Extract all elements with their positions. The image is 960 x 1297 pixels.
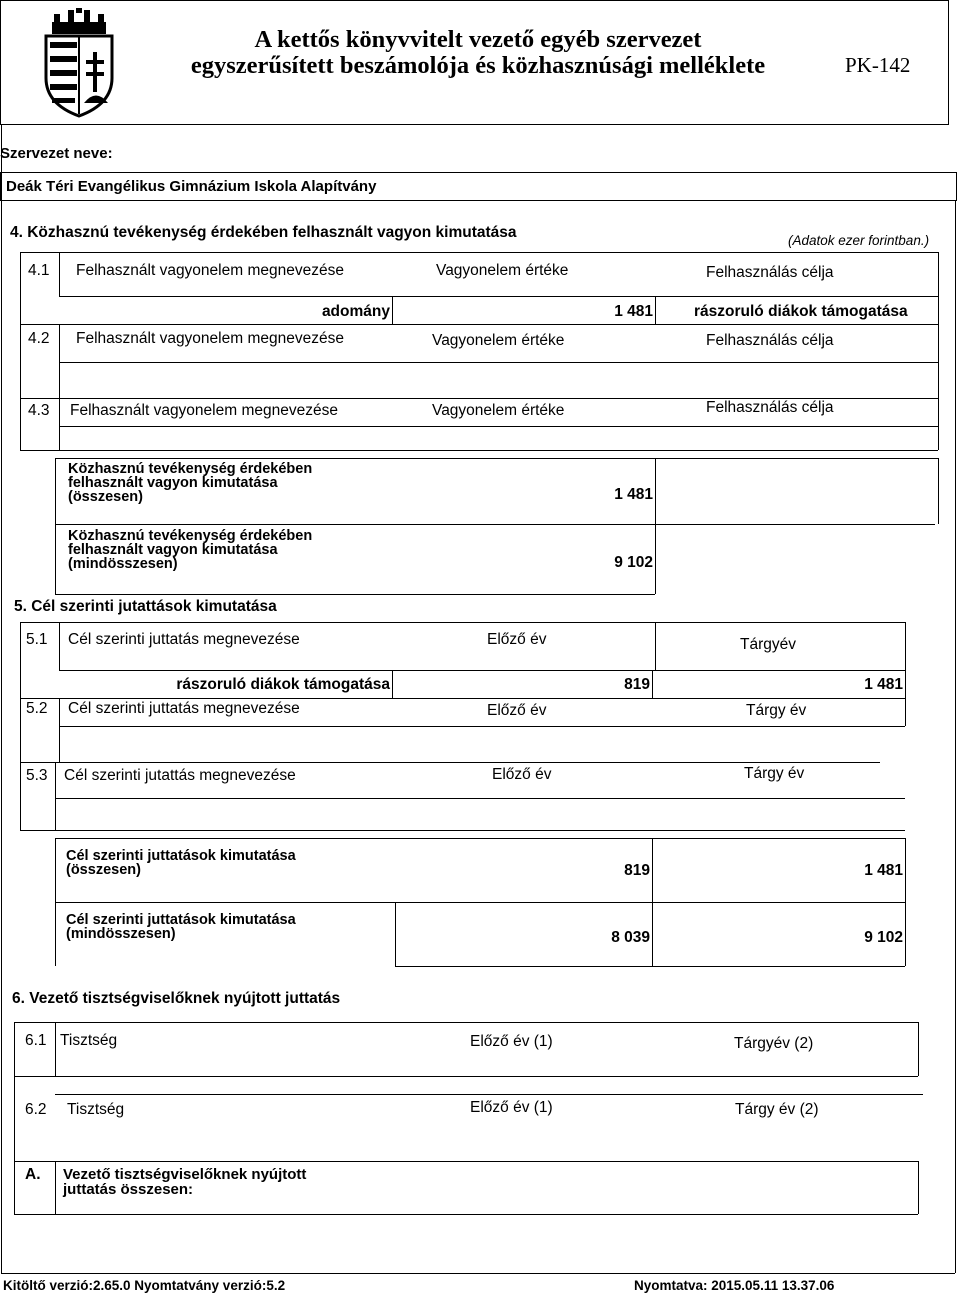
asset-sum-value: 1 481 [614,486,653,503]
benefit-total-divider-a [395,902,396,966]
col-header-curr-year-5-2: Tárgy év [746,702,807,719]
page-frame-left [1,125,2,1273]
page-frame-bottom [1,1273,955,1274]
section-5-title: 5. Cél szerinti jutattások kimutatása [14,598,277,615]
col-header-asset-name-4-1: Felhasznált vagyonelem megnevezése [76,262,344,279]
line-5-sum-top [55,838,905,839]
col-divider-4-3 [59,398,60,450]
benefit-curr-5-1[interactable]: 1 481 [864,676,903,693]
asset-sum-divider [655,458,656,524]
col-header-position-6-1: Tisztség [60,1032,118,1049]
row-num-5-3: 5.3 [26,767,48,784]
col-divider-4-1 [59,252,60,296]
col-header-asset-name-4-2: Felhasznált vagyonelem megnevezése [76,330,344,347]
asset-total-divider [655,524,656,594]
line-6-2-top [55,1094,923,1095]
section-4-title: 4. Közhasznú tevékenység érdekében felhasznált vagyon kimutatása [10,224,517,241]
line-4-2-header [59,362,938,363]
coat-of-arms-icon [24,8,134,120]
row-num-4-1: 4.1 [28,262,50,279]
col-divider-5-1 [59,622,60,670]
col-divider-5-3 [55,762,56,830]
currency-note: (Adatok ezer forintban.) [788,233,930,248]
col-header-prev-year-5-2: Előző év [487,702,547,719]
benefit-sum-curr: 1 481 [864,862,903,879]
benefit-total-curr: 9 102 [864,929,903,946]
benefit-name-5-1[interactable]: rászoruló diákok támogatása [176,676,390,693]
col-header-curr-year-5-1: Tárgyév [740,636,796,653]
col-divider-A [55,1161,56,1214]
row-num-5-2: 5.2 [26,700,48,717]
benefit-prev-5-1[interactable]: 819 [624,676,650,693]
line-5-3-bottom [20,830,905,831]
col-header-asset-value-4-1: Vagyonelem értéke [436,262,569,279]
cell-divider-5-1-a [392,670,393,698]
col-header-prev-year-5-3: Előző év [492,766,552,783]
col-header-prev-year-6-2: Előző év (1) [470,1099,553,1116]
form-title-line2: egyszerűsített beszámolója és közhasznúsági melléklete [190,52,766,79]
line-A-bottom [14,1214,918,1215]
benefit-sum-divider [652,838,653,902]
cell-divider-5-1-b [652,670,653,698]
col-divider-5-2-data [59,726,60,762]
asset-total-label: Közhasznú tevékenység érdekében felhasznált vagyon kimutatása (mindösszesen) [68,528,313,572]
frame-right-A [918,1161,919,1214]
frame-right-4-sum [938,458,939,524]
col-header-position-6-2: Tisztség [67,1101,125,1118]
col-header-curr-year-6-1: Tárgyév (2) [734,1035,814,1052]
frame-left-6 [14,1022,15,1214]
management-sum-label: Vezető tisztségviselőknek nyújtott juttatás összesen: [63,1166,307,1198]
frame-right-4 [938,252,939,450]
frame-right-5 [905,622,906,726]
frame-left-5 [20,622,21,830]
row-num-A: A. [25,1166,41,1183]
row-num-4-3: 4.3 [28,402,50,419]
col-header-asset-value-4-3: Vagyonelem értéke [432,402,565,419]
line-5-2-header [59,726,905,727]
col-header-prev-year-6-1: Előző év (1) [470,1033,553,1050]
line-5-sum-bottom [55,902,905,903]
col-divider-4-2 [59,324,60,362]
row-num-4-2: 4.2 [28,330,50,347]
line-5-total-bottom [395,966,905,967]
cell-divider-4-1-b [655,296,656,324]
line-4-sum-top [55,458,938,459]
line-5-1-bottom [20,698,905,699]
line-4-top [20,252,938,253]
line-6-1-bottom [14,1076,918,1077]
col-header-curr-year-5-3: Tárgy év [744,765,805,782]
row-num-5-1: 5.1 [26,631,48,648]
asset-name-4-1[interactable]: adomány [321,303,390,320]
col-divider-4-2-data [59,362,60,398]
col-header-benefit-name-5-3: Cél szerinti jutattás megnevezése [64,767,296,784]
line-4-total-bottom [55,594,655,595]
benefit-total-label: Cél szerinti juttatások kimutatása (mindösszesen) [66,912,296,942]
asset-total-value: 9 102 [614,554,653,571]
org-name-value: Deák Téri Evangélikus Gimnázium Iskola Alapítvány [6,178,377,195]
section-6-title: 6. Vezető tisztségviselőknek nyújtott juttatás [12,990,341,1007]
asset-value-4-1[interactable]: 1 481 [614,303,653,320]
line-6-top [14,1022,918,1023]
footer-version: Kitöltő verzió:2.65.0 Nyomtatvány verzió:5.2 [3,1278,286,1293]
col-header-purpose-4-2: Felhasználás célja [706,332,834,349]
line-4-1-header [59,296,938,297]
line-6-2-bottom [14,1161,918,1162]
col-header-benefit-name-5-2: Cél szerinti juttatás megnevezése [68,700,300,717]
line-5-2-bottom [20,762,880,763]
col-divider-5-2 [59,698,60,726]
line-5-top [20,622,905,623]
page-frame-right [955,200,956,1273]
col-header-purpose-4-3: Felhasználás célja [706,399,834,416]
form-title-line1: A kettős könyvvitelt vezető egyéb szervezet [254,26,702,53]
asset-purpose-4-1[interactable]: rászoruló diákok támogatása [694,303,908,320]
frame-left-4-sum [55,458,56,594]
frame-right-6 [918,1022,919,1076]
line-4-3-header [59,426,938,427]
org-name-label: Szervezet neve: [0,145,113,162]
row-num-6-1: 6.1 [25,1032,47,1049]
col-header-asset-value-4-2: Vagyonelem értéke [432,332,565,349]
col-header-purpose-4-1: Felhasználás célja [706,264,834,281]
frame-right-5-sum [905,838,906,966]
benefit-sum-prev: 819 [624,862,650,879]
benefit-sum-label: Cél szerinti juttatások kimutatása (összesen) [66,848,296,878]
form-code: PK-142 [845,53,911,77]
asset-sum-label: Közhasznú tevékenység érdekében felhasznált vagyon kimutatása (összesen) [68,461,313,505]
col-header-curr-year-6-2: Tárgy év (2) [735,1101,819,1118]
benefit-total-prev: 8 039 [611,929,650,946]
col-header-benefit-name-5-1: Cél szerinti juttatás megnevezése [68,631,300,648]
line-4-3-bottom [20,450,938,451]
col-header-asset-name-4-3: Felhasznált vagyonelem megnevezése [70,402,338,419]
row-num-6-2: 6.2 [25,1101,47,1118]
frame-left-4 [20,252,21,450]
col-divider-6-1 [55,1022,56,1076]
line-5-3-header [55,798,905,799]
line-4-1-bottom [20,324,938,325]
col-header-prev-year-5-1: Előző év [487,631,547,648]
col-divider-5-1-b [655,622,656,670]
line-5-1-header [59,670,905,671]
footer-print-date: Nyomtatva: 2015.05.11 13.37.06 [634,1278,835,1293]
line-4-sum-bottom [55,524,935,525]
benefit-total-divider-b [652,902,653,966]
cell-divider-4-1-a [392,296,393,324]
